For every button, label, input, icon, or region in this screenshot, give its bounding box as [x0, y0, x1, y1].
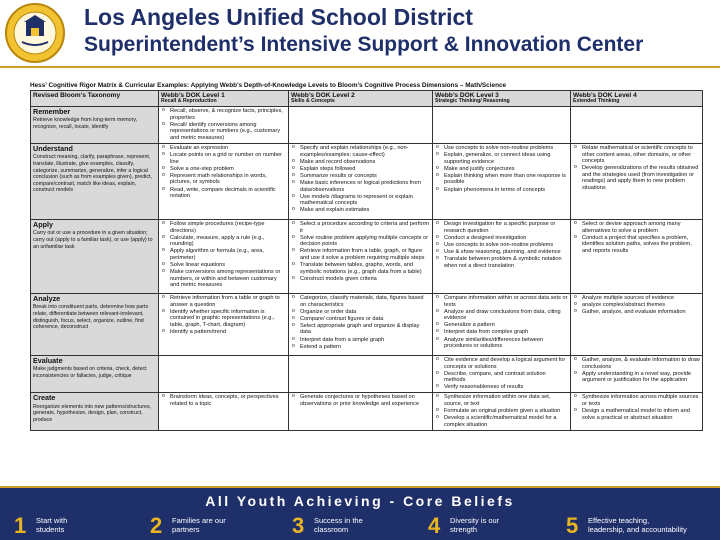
- example-item: o Locate points on a grid or number on number line: [161, 152, 286, 165]
- belief-text: Effective teaching, leadership, and accountability: [588, 516, 687, 534]
- example-item: o Solve linear equations: [161, 262, 286, 269]
- column-title: Revised Bloom’s Taxonomy: [33, 92, 121, 99]
- core-beliefs-headline: All Youth Achieving - Core Beliefs: [205, 493, 515, 509]
- dok-cell-dok1: [159, 219, 289, 293]
- column-subtitle: Extended Thinking: [573, 98, 620, 105]
- example-item: o Use concepts to solve non-routine problems: [435, 242, 568, 249]
- example-item: o Conduct a designed investigation: [435, 235, 568, 242]
- column-header: [433, 91, 571, 107]
- example-item: o Select or devise approach among many alternatives to solve a problem: [573, 221, 700, 234]
- example-item: o Generate conjectures or hypotheses based on observations or prior knowledge and experience: [291, 394, 430, 407]
- example-item: o Extend a pattern: [291, 344, 430, 351]
- bloom-level-cell: [31, 393, 159, 430]
- example-item: o Make conversions among representations or numbers, or within and between customary and metric measures: [161, 269, 286, 289]
- example-item: o Design a mathematical model to inform and solve a practical or abstract situation: [573, 408, 700, 421]
- dok-cell-dok1: [159, 293, 289, 355]
- example-item: o Translate between problem & symbolic notation when not a direct translation: [435, 256, 568, 269]
- bloom-level-name: Understand: [33, 143, 73, 153]
- dok-cell-dok4: [571, 355, 703, 392]
- example-item: o Interpret data from a simple graph: [291, 337, 430, 344]
- example-item: o Select appropriate graph and organize & display data: [291, 323, 430, 336]
- bloom-level-description: Carry out or use a procedure in a given situation; carry out (apply to a familiar task), or use (apply) to an unfamiliar task: [33, 230, 153, 250]
- example-item: o Develop a scientific/mathematical model for a complex situation: [435, 415, 568, 428]
- dok-cell-dok1: [159, 393, 289, 430]
- dok-cell-dok3: [433, 106, 571, 143]
- belief-text: Families are our partners: [172, 516, 226, 534]
- example-item: o Apply algorithm or formula (e.g., area, perimeter): [161, 248, 286, 261]
- matrix-row-analyze: [31, 293, 703, 355]
- dok-cell-dok4: [571, 219, 703, 293]
- example-item: o Use & show reasoning, planning, and evidence: [435, 249, 568, 256]
- dok-cell-dok1: [159, 355, 289, 392]
- bloom-level-name: Evaluate: [33, 355, 63, 365]
- example-item: o Brainstorm ideas, concepts, or perspectives related to a topic: [161, 394, 286, 407]
- belief-text: Start with students: [36, 516, 68, 534]
- column-title: Webb’s DOK Level 1: [161, 92, 225, 99]
- column-subtitle: Strategic Thinking/ Reasoning: [435, 98, 510, 105]
- example-item: o Synthesize information across multiple sources or texts: [573, 394, 700, 407]
- example-item: o Construct models given criteria: [291, 276, 430, 283]
- example-item: o Explain phenomena in terms of concepts: [435, 187, 568, 194]
- example-item: o Represent math relationships in words, pictures, or symbols: [161, 173, 286, 186]
- bloom-level-name: Apply: [33, 219, 53, 229]
- example-item: o Make and record observations: [291, 159, 430, 166]
- example-item: o Make and justify conjectures: [435, 166, 568, 173]
- dok-cell-dok4: [571, 143, 703, 219]
- example-item: o Conduct a project that specifies a problem, identifies solution paths, solves the problem, and reports results: [573, 235, 700, 255]
- district-title: Los Angeles Unified School District: [84, 4, 473, 30]
- example-item: o Translate between tables, graphs, words, and symbolic notations (e.g., graph data from a table): [291, 262, 430, 275]
- bloom-level-description: Construct meaning, clarify, paraphrase, represent, translate, illustrate, give examples, classify, categorize, summarize, generalize, infer a logical conclusion (such as from examples given), predict, compare/contrast, match like ideas, explain, construct models: [33, 154, 152, 194]
- example-item: o Analyze and draw conclusions from data, citing evidence: [435, 309, 568, 322]
- matrix-row-evaluate: [31, 355, 703, 392]
- belief-number: 3: [292, 513, 305, 538]
- example-item: o Solve a one-step problem: [161, 166, 286, 173]
- example-item: o Solve routine problem applying multiple concepts or decision points: [291, 235, 430, 248]
- matrix-row-apply: [31, 219, 703, 293]
- dok-cell-dok2: [289, 106, 433, 143]
- dok-cell-dok3: [433, 219, 571, 293]
- dok-cell-dok4: [571, 293, 703, 355]
- bloom-level-description: Make judgments based on criteria, check, detect inconsistencies or fallacies, judge, critique: [33, 366, 147, 380]
- column-header: [159, 91, 289, 107]
- example-item: o Formulate an original problem given a situation: [435, 408, 568, 415]
- belief-number: 4: [428, 513, 441, 538]
- bloom-level-cell: [31, 143, 159, 219]
- example-item: o Categorize, classify materials, data, figures based on characteristics: [291, 295, 430, 308]
- example-item: o Follow simple procedures (recipe-type directions): [161, 221, 286, 234]
- dok-cell-dok2: [289, 293, 433, 355]
- bloom-level-description: Reorganize elements into new patterns/structures, generate, hypothesize, design, plan, construct, produce: [33, 403, 152, 424]
- example-item: o Retrieve information from a table or graph to answer a question: [161, 295, 286, 308]
- matrix-header-row: [31, 91, 703, 107]
- dok-cell-dok1: [159, 143, 289, 219]
- matrix-row-create: [31, 393, 703, 430]
- matrix-title: Hess’ Cognitive Rigor Matrix & Curricular Examples: Applying Webb’s Depth-of-Knowledge Levels to Bloom’s Cognitive Process Dimensions – Math/Science: [30, 82, 507, 89]
- example-item: o Explain steps followed: [291, 166, 430, 173]
- belief-number: 1: [14, 513, 27, 538]
- example-item: o Explain thinking when more than one response is possible: [435, 173, 568, 186]
- example-item: o Compare information within or across data sets or texts: [435, 295, 568, 308]
- example-item: o Specify and explain relationships (e.g., non-examples/examples; cause-effect): [291, 145, 430, 158]
- column-header: [31, 91, 159, 107]
- example-item: o Recall, observe, & recognize facts, principles, properties: [161, 108, 286, 121]
- example-item: o Use models /diagrams to represent or explain mathematical concepts: [291, 194, 430, 207]
- example-item: o Make and explain estimates: [291, 207, 430, 214]
- example-item: o Develop generalizations of the results obtained and the strategies used (from investigation or readings) and apply them to new problem situations: [573, 165, 700, 191]
- example-item: o Retrieve information from a table, graph, or figure and use it solve a problem requiring multiple steps: [291, 248, 430, 261]
- belief-text: Success in the classroom: [314, 516, 363, 534]
- example-item: o Cite evidence and develop a logical argument for concepts or solutions: [435, 357, 568, 370]
- bloom-level-cell: [31, 293, 159, 355]
- cognitive-rigor-matrix: [30, 90, 703, 431]
- example-item: o Recall/ identify conversions among representations or numbers (e.g., customary and metric measures): [161, 122, 286, 142]
- bloom-level-name: Create: [33, 393, 56, 403]
- column-title: Webb’s DOK Level 4: [573, 92, 637, 99]
- example-item: o Identify a pattern/trend: [161, 329, 286, 336]
- bloom-level-description: Break into constituent parts, determine how parts relate, differentiate between relevant-irrelevant, distinguish, focus, select, organize, outline, find coherence, deconstruct: [33, 304, 149, 331]
- example-item: o Analyze similarities/differences between procedures or solutions: [435, 337, 568, 350]
- example-item: o Describe, compare, and contrast solution methods: [435, 371, 568, 384]
- dok-cell-dok2: [289, 143, 433, 219]
- belief-text: Diversity is our strength: [450, 516, 500, 534]
- belief-number: 5: [566, 513, 579, 538]
- bloom-level-name: Analyze: [33, 293, 61, 303]
- example-item: o Summarize results or concepts: [291, 173, 430, 180]
- example-item: o Calculate, measure, apply a rule (e.g., rounding): [161, 235, 286, 248]
- column-header: [571, 91, 703, 107]
- dok-cell-dok4: [571, 393, 703, 430]
- example-item: o Design investigation for a specific purpose or research question: [435, 221, 568, 234]
- example-item: o Read, write, compare decimals in scientific notation: [161, 187, 286, 200]
- dok-cell-dok4: [571, 106, 703, 143]
- column-title: Webb’s DOK Level 2: [291, 92, 355, 99]
- column-subtitle: Skills & Concepts: [291, 98, 335, 105]
- example-item: o Evaluate an expression: [161, 145, 286, 152]
- example-item: o Select a procedure according to criteria and perform it: [291, 221, 430, 234]
- example-item: o Analyze multiple sources of evidence: [573, 295, 700, 302]
- page-header: [0, 0, 720, 66]
- bloom-level-cell: [31, 219, 159, 293]
- example-item: o Organize or order data: [291, 309, 430, 316]
- example-item: o Identify whether specific information is contained in graphic representations (e.g., table, graph, T-chart, diagram): [161, 309, 286, 329]
- matrix-row-understand: [31, 143, 703, 219]
- bloom-level-cell: [31, 355, 159, 392]
- example-item: o Gather, analyze, and evaluate information: [573, 309, 700, 316]
- dok-cell-dok1: [159, 106, 289, 143]
- example-item: o analyze complex/abstract themes: [573, 302, 700, 309]
- lausd-seal-logo: [4, 2, 66, 64]
- dok-cell-dok3: [433, 293, 571, 355]
- column-header: [289, 91, 433, 107]
- example-item: o Verify reasonableness of results: [435, 384, 568, 391]
- dok-cell-dok2: [289, 393, 433, 430]
- dok-cell-dok2: [289, 355, 433, 392]
- center-title: Superintendent’s Intensive Support & Innovation Center: [84, 33, 644, 56]
- matrix-row-remember: [31, 106, 703, 143]
- dok-cell-dok2: [289, 219, 433, 293]
- example-item: o Interpret data from complex graph: [435, 329, 568, 336]
- dok-cell-dok3: [433, 143, 571, 219]
- bloom-level-cell: [31, 106, 159, 143]
- bloom-level-name: Remember: [33, 106, 71, 116]
- example-item: o Apply understanding in a novel way, provide argument or justification for the application: [573, 371, 700, 384]
- belief-number: 2: [150, 513, 163, 538]
- column-title: Webb’s DOK Level 3: [435, 92, 499, 99]
- example-item: o Gather, analyze, & evaluate information to draw conclusions: [573, 357, 700, 370]
- header-divider: [0, 66, 720, 68]
- column-subtitle: Recall & Reproduction: [161, 98, 217, 105]
- example-item: o Relate mathematical or scientific concepts to other content areas, other domains, or other concepts: [573, 145, 700, 165]
- bloom-level-description: Retrieve knowledge from long-term memory, recognize, recall, locate, identify: [33, 117, 138, 131]
- example-item: o Use concepts to solve non-routine problems: [435, 145, 568, 152]
- example-item: o Compare/ contrast figures or data: [291, 316, 430, 323]
- dok-cell-dok3: [433, 355, 571, 392]
- example-item: o Make basic inferences or logical predictions from data/observations: [291, 180, 430, 193]
- example-item: o Generalize a pattern: [435, 322, 568, 329]
- dok-cell-dok3: [433, 393, 571, 430]
- example-item: o Synthesize information within one data set, source, or text: [435, 394, 568, 407]
- example-item: o Explain, generalize, or connect ideas using supporting evidence: [435, 152, 568, 165]
